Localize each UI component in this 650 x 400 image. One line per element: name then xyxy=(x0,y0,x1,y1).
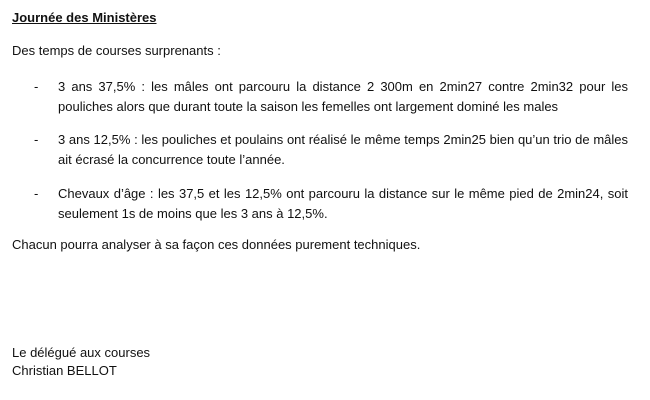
document-page xyxy=(12,0,628,400)
document-title: Journée des Ministères xyxy=(12,10,157,25)
signature-block xyxy=(12,344,150,380)
bullet-dash: - xyxy=(34,132,39,147)
list-item xyxy=(12,184,628,224)
bullet-dash: - xyxy=(34,186,39,201)
bullet-text: Chevaux d’âge : les 37,5 et les 12,5% ont parcouru la distance sur le même pied de 2min24, soit seulement 1s de moins que les 3 ans à 12,5%. xyxy=(58,186,628,221)
signature-role: Le délégué aux courses xyxy=(12,345,151,360)
bullet-dash: - xyxy=(34,79,39,94)
signature-name: Christian BELLOT xyxy=(12,363,117,378)
intro-paragraph: Des temps de courses surprenants : xyxy=(12,43,221,58)
list-item xyxy=(12,130,628,170)
closing-paragraph: Chacun pourra analyser à sa façon ces données purement techniques. xyxy=(12,237,421,252)
bullet-text: 3 ans 12,5% : les pouliches et poulains ont réalisé le même temps 2min25 bien qu’un trio de mâles ait écrasé la concurrence toute l’année. xyxy=(58,132,628,167)
list-item xyxy=(12,77,628,117)
bullet-text: 3 ans 37,5% : les mâles ont parcouru la distance 2 300m en 2min27 contre 2min32 pour les pouliches alors que durant toute la saison les femelles ont largement dominé les males xyxy=(58,79,628,114)
